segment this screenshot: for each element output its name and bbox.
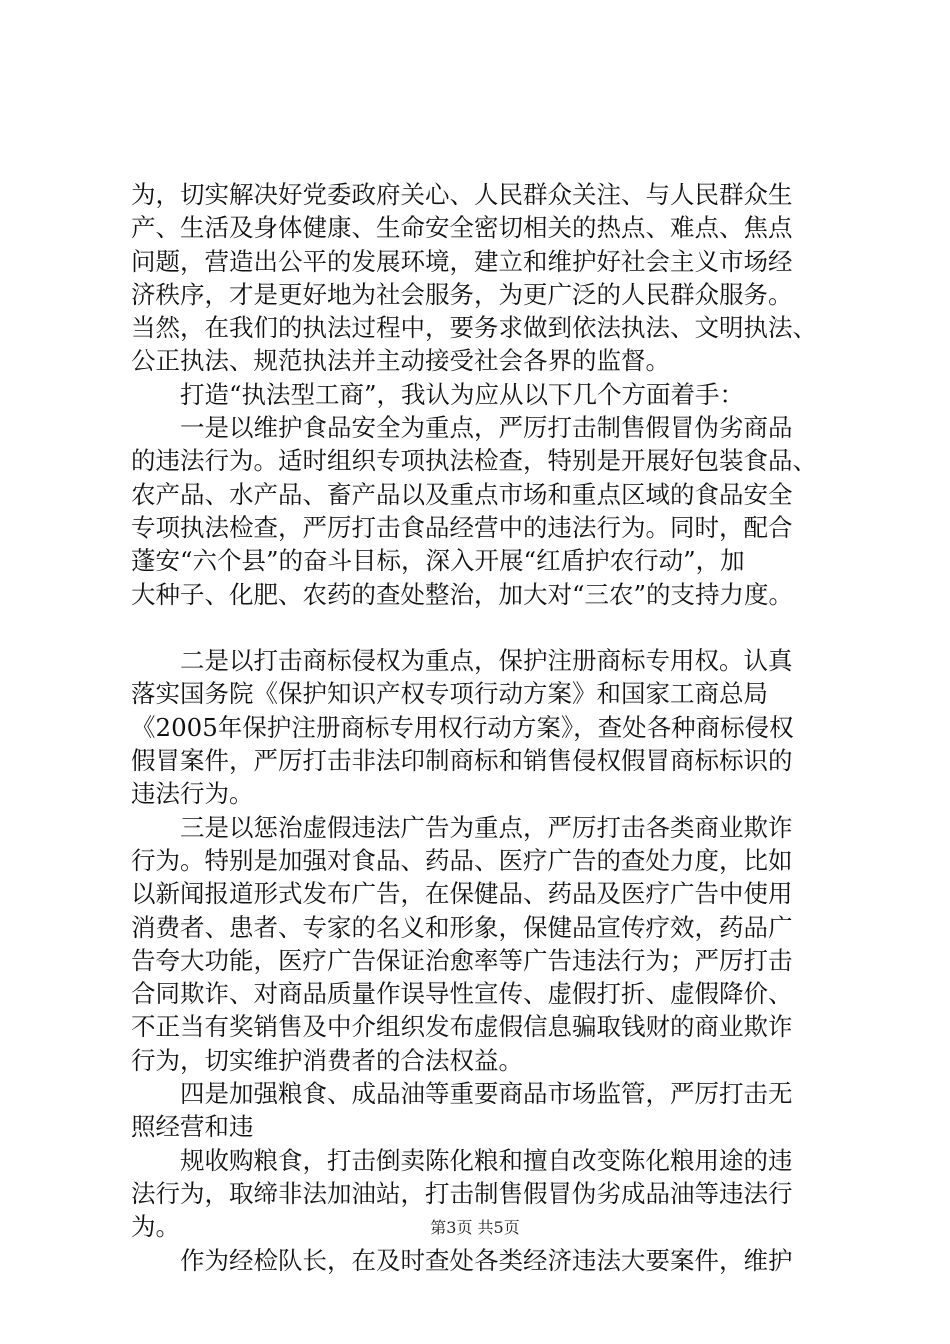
- text-line: 问题，营造出公平的发展环境，建立和维护好社会主义市场经: [131, 246, 793, 276]
- text-line: 一是以维护食品安全为重点，严厉打击制售假冒伪劣商品: [131, 413, 793, 443]
- text-line: 大种子、化肥、农药的查处整治，加大对“三农”的支持力度。: [131, 579, 794, 609]
- text-line: 作为经检队长，在及时查处各类经济违法大要案件，维护: [131, 1245, 793, 1275]
- text-line: 法行为，取缔非法加油站，打击制售假冒伪劣成品油等违法行: [131, 1178, 793, 1208]
- text-line: 三是以惩治虚假违法广告为重点，严厉打击各类商业欺诈: [131, 812, 793, 842]
- text-line: 当然，在我们的执法过程中，要务求做到依法执法、文明执法、: [131, 313, 817, 343]
- text-line: 二是以打击商标侵权为重点，保护注册商标专用权。认真: [131, 646, 793, 676]
- text-line: 为，切实解决好党委政府关心、人民群众关注、与人民群众生: [131, 180, 793, 209]
- text-line: 落实国务院《保护知识产权专项行动方案》和国家工商总局: [131, 679, 768, 709]
- text-line: 行为。特别是加强对食品、药品、医疗广告的查处力度，比如: [131, 845, 793, 875]
- document-body: [131, 178, 831, 1277]
- text-line: 《2005年保护注册商标专用权行动方案》，查处各种商标侵权: [131, 712, 794, 742]
- text-line: 合同欺诈、对商品质量作误导性宣传、虚假打折、虚假降价、: [131, 979, 793, 1009]
- text-line: 违法行为。: [131, 779, 254, 809]
- text-line: 照经营和违: [131, 1112, 254, 1142]
- text-line: 专项执法检查，严厉打击食品经营中的违法行为。同时，配合: [131, 512, 793, 542]
- text-line: 消费者、患者、专家的名义和形象，保健品宣传疗效，药品广: [131, 912, 793, 942]
- text-line: 产、生活及身体健康、生命安全密切相关的热点、难点、焦点: [131, 213, 793, 243]
- page-number-footer: 第3页 共5页: [430, 1218, 520, 1237]
- text-line: 假冒案件，严厉打击非法印制商标和销售侵权假冒商标标识的: [131, 746, 793, 776]
- text-line: 规收购粮食，打击倒卖陈化粮和擅自改变陈化粮用途的违: [131, 1145, 793, 1175]
- text-line: 四是加强粮食、成品油等重要商品市场监管，严厉打击无: [131, 1079, 793, 1109]
- text-line: 济秩序，才是更好地为社会服务，为更广泛的人民群众服务。: [131, 279, 793, 309]
- paragraph-gap: [131, 611, 831, 644]
- text-line: 蓬安“六个县”的奋斗目标，深入开展“红盾护农行动”，加: [131, 546, 745, 576]
- text-line: 不正当有奖销售及中介组织发布虚假信息骗取钱财的商业欺诈: [131, 1012, 793, 1042]
- text-line: 为。: [131, 1212, 180, 1242]
- text-line: 公正执法、规范执法并主动接受社会各界的监督。: [131, 346, 670, 376]
- text-line: 打造“执法型工商”，我认为应从以下几个方面着手：: [131, 379, 745, 409]
- text-line: 农产品、水产品、畜产品以及重点市场和重点区域的食品安全: [131, 479, 793, 509]
- text-line: 以新闻报道形式发布广告，在保健品、药品及医疗广告中使用: [131, 879, 793, 909]
- text-line: 的违法行为。适时组织专项执法检查，特别是开展好包装食品、: [131, 446, 817, 476]
- text-line: 行为，切实维护消费者的合法权益。: [131, 1045, 523, 1075]
- text-line: 告夸大功能，医疗广告保证治愈率等广告违法行为；严厉打击: [131, 945, 793, 975]
